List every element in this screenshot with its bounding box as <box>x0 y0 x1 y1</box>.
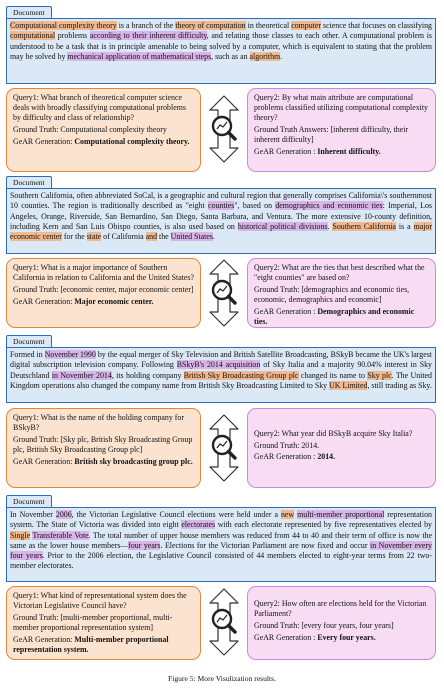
document-text <box>6 18 436 84</box>
query2-box <box>247 88 436 172</box>
document-span: by the equal merger of Sky Television and British Satellite Broadcasting, BSkyB became the UK's largest digital subscription television company. Following <box>10 350 432 370</box>
query1-ground-truth: Ground Truth: [Sky plc, British Sky Broadcasting Group plc, British Sky Broadcasting Group plc] <box>13 434 193 455</box>
highlight-purple: Transferable Vote <box>32 530 89 540</box>
query1-box <box>6 258 201 328</box>
document-span: the <box>157 232 171 242</box>
query2-ground-truth: Ground Truth: 2014. <box>254 440 320 450</box>
query1-ground-truth: Ground Truth: [economic center, major economic center] <box>13 284 194 294</box>
query2-ground-truth: Ground Truth: [every four years, four years] <box>254 620 394 630</box>
document-span: with each electorate represented by five representatives elected by <box>215 520 432 530</box>
highlight-purple: 2006 <box>55 510 72 519</box>
highlight-orange: Computational complexity theory <box>10 21 117 30</box>
highlight-orange: new <box>280 510 295 519</box>
magnifier-icon <box>213 117 235 139</box>
query2-ground-truth: Ground Truth Answers: [inherent difficulty, their inherent difficulty] <box>254 125 409 145</box>
highlight-orange: algorithm <box>249 51 281 61</box>
query1-text: Query1: What is a major importance of Southern California in relation to California and the United States? <box>13 263 194 283</box>
highlight-purple: historical political divisions <box>237 221 328 231</box>
highlight-orange: British Sky Broadcasting Group plc <box>183 370 299 380</box>
highlight-purple: according to their inherent difficulty <box>89 31 207 41</box>
document-span: Southern California, often abbreviated SoCal, is a geographic and cultural region that generally comprises California\'s southernmost 10 counties. The region is traditionally described as "eight <box>10 191 432 211</box>
query2-box <box>247 408 436 488</box>
retrieval-icon <box>203 94 245 164</box>
highlight-purple: BSkyB's 2014 acquisition <box>176 360 261 370</box>
document-span: for the <box>61 232 87 242</box>
highlight-orange: UK Limited <box>329 380 368 390</box>
query2-box <box>247 586 436 660</box>
document-span: in theoretical <box>245 21 292 30</box>
query2-generation: GeAR Generation : 2014. <box>254 452 336 462</box>
highlight-purple: counties <box>208 201 235 211</box>
query1-text: Query1: What kind of representational system does the Victorian Legislative Council have? <box>13 591 187 611</box>
document-span: science that focuses on classifying <box>321 21 432 30</box>
query2-text: Query2: By what main attribute are computational problems classified utilizing computational complexity theory? <box>254 93 428 123</box>
query1-box <box>6 88 201 172</box>
highlight-orange: and <box>145 232 158 242</box>
retrieval-icon <box>203 258 245 328</box>
query1-text: Query1: What branch of theoretical computer science deals with broadly classifying computational problems by difficulty and class of relationship? <box>13 93 186 123</box>
highlight-orange: Southern California <box>332 221 396 231</box>
document-span: . The total number of upper house members was reduced from 44 to 40 and their term of office is now the same as the lower house members— <box>10 530 432 550</box>
highlight-orange: Single <box>10 530 31 540</box>
document-text <box>6 188 436 254</box>
query2-text: Query2: What year did BSkyB acquire Sky Italia? <box>254 429 413 438</box>
document-span: problems <box>55 31 90 41</box>
magnifier-icon <box>213 281 235 303</box>
document-span: . <box>212 232 215 242</box>
document-span: , and relating those classes to each other. A computational problem is understood to be a task that is in principle amenable to being solved by a computer, which is equivalent to stating that the problem may be solved by <box>10 31 433 61</box>
query1-generation: GeAR Generation: British sky broadcasting group plc. <box>13 456 193 466</box>
document-span: , its holding company <box>111 370 184 380</box>
document-span: ", based on <box>234 201 276 211</box>
document-span: In November <box>10 510 56 519</box>
query1-text: Query1: What is the name of the holding company for BSkyB? <box>13 413 184 433</box>
highlight-purple: in November 2014 <box>51 370 112 380</box>
document-span: of Sky Italia and a majority 90.04% interest in Sky Deutschland <box>10 360 433 380</box>
query2-generation: GeAR Generation : Every four years. <box>254 632 376 642</box>
document-span: changed its name to <box>298 370 368 380</box>
highlight-purple: November 1990 <box>44 350 96 359</box>
document-tag: Document <box>6 335 52 347</box>
retrieval-icon <box>203 587 245 657</box>
query2-text: Query2: What are the ties that best described what the "eight counties" are based on? <box>254 263 425 283</box>
highlight-orange: major economic center <box>10 221 432 242</box>
highlight-purple: multi-member proportional <box>297 510 385 519</box>
document-text <box>6 507 436 582</box>
query1-ground-truth: Ground Truth: [multi-member proportional, multi-member proportional representation system] <box>13 612 173 633</box>
highlight-orange: computer <box>291 21 321 30</box>
query1-ground-truth: Ground Truth: Computational complexity theory <box>13 125 167 135</box>
highlight-orange: Sky plc <box>367 370 392 380</box>
highlight-purple: electorates <box>181 520 216 530</box>
document-span: is a branch of the <box>116 21 176 30</box>
document-tag: Document <box>6 6 52 18</box>
query2-box <box>247 258 436 328</box>
retrieval-icon <box>203 413 245 483</box>
document-span: . <box>327 221 333 231</box>
query1-generation: GeAR Generation: Computational complexity theory. <box>13 136 190 146</box>
document-span: . The United Kingdom operations also changed the company name from British Sky Broadcasting Limited to Sky <box>10 370 432 390</box>
document-span: representation system. The State of Victoria was divided into eight <box>10 510 432 530</box>
query1-box <box>6 408 201 488</box>
highlight-orange: state <box>86 232 102 242</box>
highlight-purple: United States <box>170 232 213 242</box>
query1-generation: GeAR Generation: Multi-member proportional representation system. <box>13 634 169 655</box>
figure-caption: Figure 5: More Visulization results. <box>167 674 277 683</box>
document-span: is a <box>395 221 414 231</box>
document-span: , still trading as Sky. <box>367 380 432 390</box>
highlight-orange: theory of computation <box>175 21 246 30</box>
document-span: . Elections for the Victorian Parliament are now fixed and occur <box>160 540 370 550</box>
highlight-purple: four years <box>128 540 161 550</box>
highlight-purple: mechanical application of mathematical steps <box>67 51 212 61</box>
document-span: . Prior to the 2006 election, the Legislative Council consisted of 44 members elected to eight-year terms from 22 two-member electorates. <box>10 551 432 571</box>
magnifier-icon <box>213 436 235 458</box>
document-text <box>6 347 436 403</box>
highlight-purple: demographics and economic ties <box>275 201 383 211</box>
document-span: of California <box>101 232 146 242</box>
document-span: , such as an <box>211 51 250 61</box>
document-tag: Document <box>6 495 52 507</box>
query2-generation: GeAR Generation : Demographics and economic ties. <box>254 306 415 327</box>
query2-generation: GeAR Generation : Inherent difficulty. <box>254 147 381 157</box>
document-span: , the Victorian Legislative Council elections were held under a <box>71 510 281 519</box>
query1-generation: GeAR Generation: Major economic center. <box>13 296 154 306</box>
document-span: Formed in <box>10 350 45 359</box>
highlight-purple: in November every four years <box>10 540 432 561</box>
document-span: : Imperial, Los Angeles, Orange, Riverside, San Bernardino, San Diego, Santa Barbara, and Ventura. The more extensive 10-county definition, including Kern and San Luis Obispo counties, is also used based on <box>10 201 432 231</box>
query1-box <box>6 586 201 660</box>
query2-ground-truth: Ground Truth: [demographics and economic ties, economic, demographics and economic] <box>254 284 410 305</box>
document-tag: Document <box>6 176 52 188</box>
highlight-orange: computational <box>10 31 56 41</box>
document-span: . <box>280 51 283 61</box>
magnifier-icon <box>213 610 235 632</box>
query2-text: Query2: How often are elections held for the Victorian Parliament? <box>254 599 427 619</box>
